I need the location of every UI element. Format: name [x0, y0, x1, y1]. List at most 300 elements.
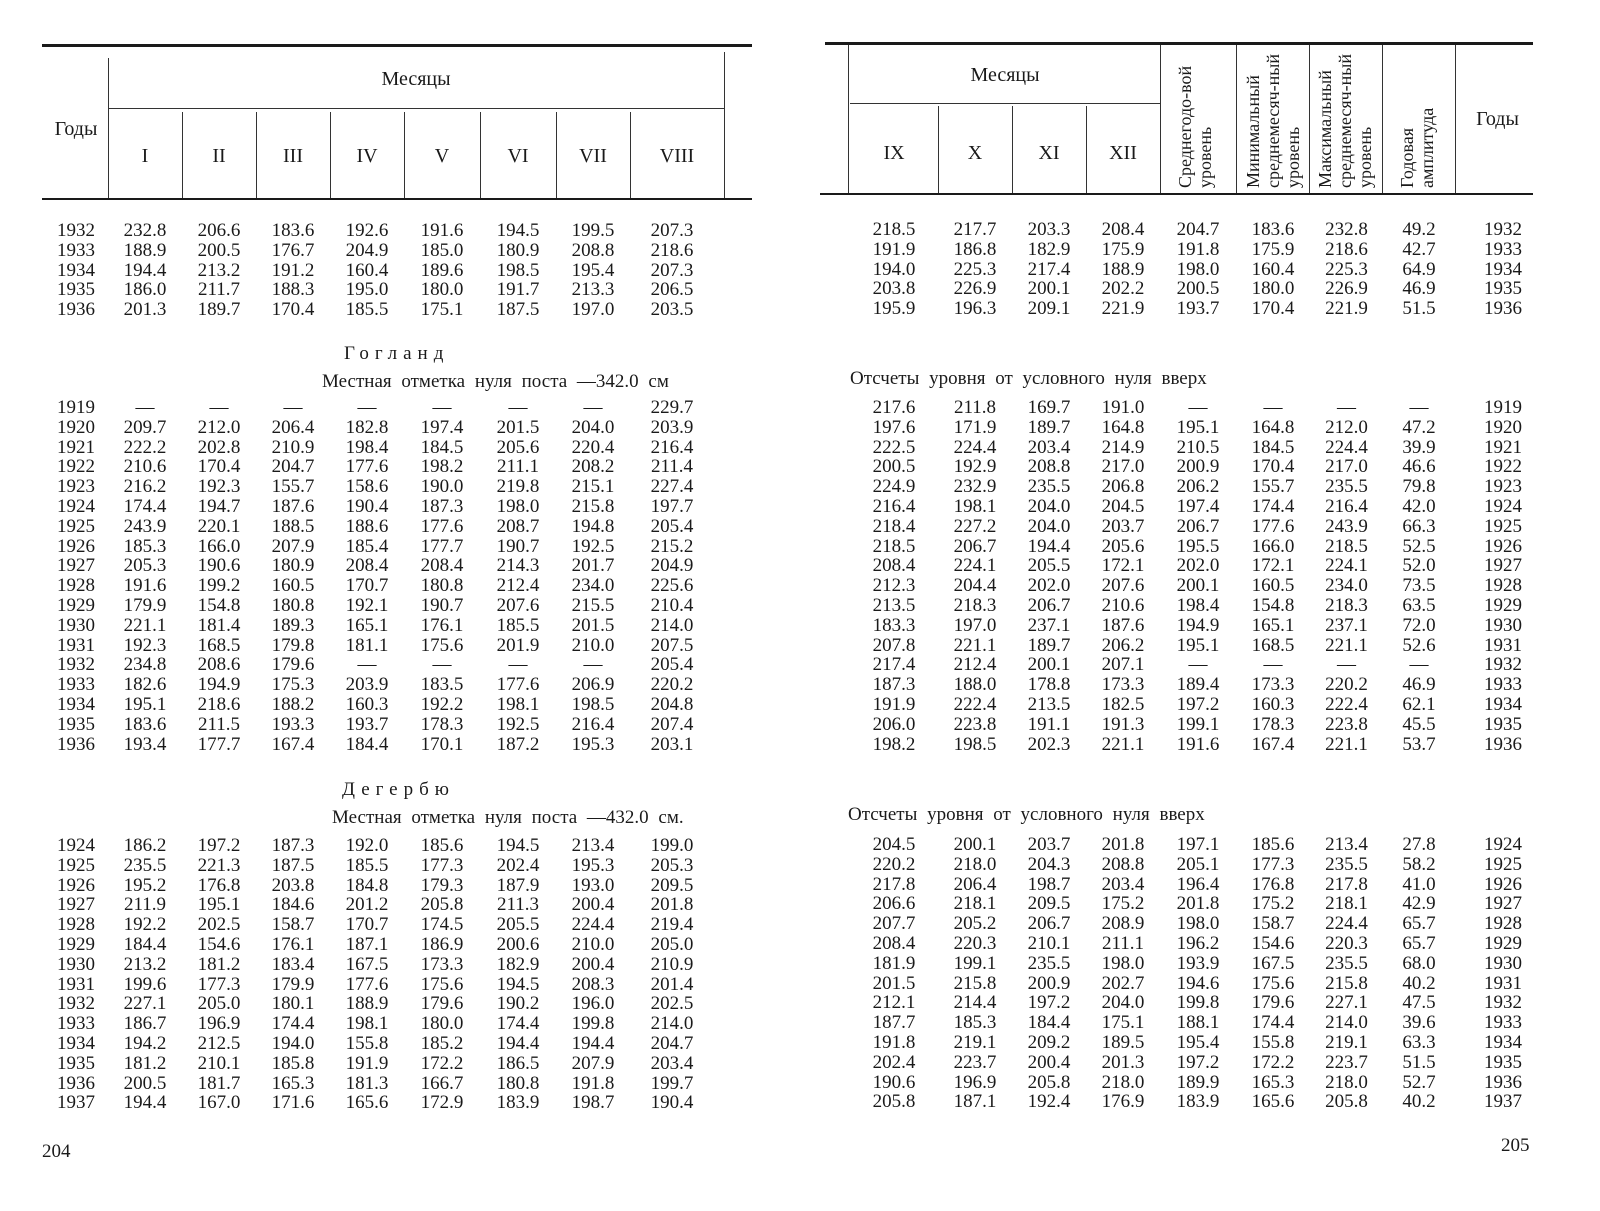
table-cell: 200.4	[571, 894, 615, 916]
table-cell: 209.2	[1027, 1031, 1071, 1053]
table-cell: 201.4	[650, 973, 694, 995]
table-cell: 192.3	[123, 634, 167, 656]
table-cell: 210.5	[1176, 436, 1220, 458]
table-cell: 200.4	[1027, 1051, 1071, 1073]
table-cell: 200.5	[197, 239, 241, 261]
table-cell: 190.0	[420, 476, 464, 498]
station-name: Дегербю	[342, 779, 455, 800]
month-header: I	[141, 145, 149, 167]
table-cell: 191.9	[345, 1052, 389, 1074]
table-cell: 181.4	[197, 614, 241, 636]
table-cell: 1919	[1484, 397, 1522, 418]
table-cell: 42.0	[1402, 495, 1436, 517]
table-cell: —	[357, 397, 377, 418]
table-cell: 215.8	[953, 972, 997, 994]
table-cell: 206.4	[271, 416, 315, 438]
table-cell: 214.0	[650, 1013, 694, 1035]
table-row	[44, 895, 714, 915]
table-cell: 1935	[1484, 278, 1522, 300]
table-cell: 205.6	[1101, 535, 1145, 557]
table-cell: 1921	[1484, 436, 1522, 458]
table-cell: 227.1	[1325, 992, 1368, 1014]
table-cell: 199.6	[123, 973, 167, 995]
block-2-note: Отсчеты уровня от условного нуля вверх	[850, 368, 1207, 389]
table-cell: 205.2	[953, 913, 997, 935]
table-cell: 185.6	[1251, 834, 1295, 855]
table-cell: 215.8	[1325, 972, 1368, 994]
table-cell: 168.5	[1251, 634, 1295, 656]
table-cell: 227.1	[123, 993, 167, 1015]
table-cell: 202.0	[1176, 555, 1220, 577]
table-cell: 189.4	[1176, 674, 1220, 696]
table-cell: 190.6	[197, 555, 241, 577]
table-cell: 214.3	[496, 555, 540, 577]
table-cell: 222.5	[872, 436, 916, 458]
table-cell: 192.1	[345, 594, 389, 616]
table-cell: 154.8	[1251, 594, 1295, 616]
table-cell: 201.7	[571, 555, 615, 577]
month-header: X	[967, 142, 983, 164]
table-cell: 1924	[1484, 495, 1522, 517]
table-cell: 186.0	[123, 279, 167, 301]
table-cell: 1926	[57, 874, 95, 896]
table-cell: 191.6	[420, 220, 464, 241]
table-cell: 192.4	[1027, 1091, 1071, 1113]
table-cell: 196.2	[1176, 932, 1220, 954]
table-cell: 195.1	[1176, 634, 1220, 656]
table-cell: 205.0	[197, 993, 241, 1015]
table-cell: 198.0	[496, 495, 540, 517]
table-row	[850, 576, 1551, 596]
table-cell: 235.5	[123, 854, 167, 876]
table-cell: 234.8	[123, 654, 167, 676]
table-cell: 204.3	[1027, 853, 1071, 875]
table-cell: 210.0	[571, 634, 615, 656]
table-cell: 217.7	[953, 219, 997, 240]
table-cell: 194.9	[1176, 614, 1220, 636]
table-row	[44, 1014, 714, 1034]
table-cell: 68.0	[1402, 952, 1436, 974]
table-cell: 195.4	[571, 259, 615, 281]
table-row	[44, 695, 714, 715]
table-cell: 200.1	[1027, 278, 1071, 300]
table-cell: 175.6	[1251, 972, 1295, 994]
table-cell: 200.5	[1176, 278, 1220, 300]
table-cell: 180.1	[271, 993, 315, 1015]
table-cell: 192.3	[197, 476, 241, 498]
table-cell: 208.8	[571, 239, 615, 261]
table-cell: 201.8	[650, 894, 694, 916]
table-cell: 218.3	[953, 594, 997, 616]
table-cell: 1935	[57, 1052, 95, 1074]
table-cell: 212.0	[1325, 416, 1368, 438]
right-page	[815, 0, 1600, 1211]
table-cell: 199.0	[650, 835, 694, 856]
table-cell: 194.4	[123, 259, 167, 281]
table-cell: 199.7	[650, 1072, 694, 1094]
table-cell: 189.6	[420, 259, 464, 281]
table-cell: 177.7	[197, 733, 241, 755]
table-cell: 176.7	[271, 239, 315, 261]
table-cell: 190.4	[650, 1092, 694, 1114]
table-cell: 205.0	[650, 933, 694, 955]
table-cell: 205.1	[1176, 853, 1220, 875]
table-cell: 201.5	[496, 416, 540, 438]
table-cell: 190.7	[420, 594, 464, 616]
table-cell: 180.8	[271, 594, 315, 616]
table-cell: 224.1	[1325, 555, 1368, 577]
table-block-3	[44, 836, 714, 1113]
table-cell: 213.4	[571, 835, 615, 856]
table-cell: 1921	[57, 436, 95, 458]
table-cell: 194.4	[496, 1032, 540, 1054]
table-cell: 213.2	[123, 953, 167, 975]
table-cell: 173.3	[1101, 674, 1145, 696]
table-cell: 210.6	[1101, 594, 1145, 616]
table-cell: 204.5	[872, 834, 916, 855]
table-cell: 155.8	[345, 1032, 389, 1054]
table-cell: 183.5	[420, 674, 464, 696]
col-divider-years	[1455, 45, 1456, 193]
table-row	[44, 935, 714, 955]
table-cell: 195.1	[197, 894, 241, 916]
table-cell: —	[1409, 397, 1429, 418]
table-cell: 1924	[57, 495, 95, 517]
month-divider	[1086, 106, 1087, 193]
table-cell: 166.7	[420, 1072, 464, 1094]
table-cell: 214.0	[650, 614, 694, 636]
table-cell: 202.3	[1027, 733, 1071, 755]
table-row	[850, 715, 1551, 735]
table-row	[850, 1092, 1551, 1112]
table-cell: 199.2	[197, 575, 241, 597]
table-cell: 173.3	[420, 953, 464, 975]
table-cell: 205.4	[650, 654, 694, 676]
table-cell: 185.0	[420, 239, 464, 261]
table-cell: 171.9	[953, 416, 997, 438]
table-cell: 193.3	[271, 713, 315, 735]
table-cell: 203.5	[650, 299, 694, 321]
table-cell: 197.6	[872, 416, 916, 438]
table-cell: 183.6	[1251, 219, 1295, 240]
table-cell: 1935	[1484, 1051, 1522, 1073]
table-cell: 199.1	[953, 952, 997, 974]
table-cell: 65.7	[1402, 913, 1436, 935]
min-monthly-header: Минимальный среднемесяч-ный уровень	[1243, 53, 1303, 188]
table-cell: 1924	[1484, 834, 1522, 855]
table-cell: 180.8	[420, 575, 464, 597]
table-cell: 190.4	[345, 495, 389, 517]
table-cell: 158.7	[271, 914, 315, 936]
table-row	[44, 1093, 714, 1113]
table-cell: 185.5	[496, 614, 540, 636]
month-header: IV	[356, 145, 378, 167]
table-cell: 188.1	[1176, 1012, 1220, 1034]
table-cell: 194.0	[271, 1032, 315, 1054]
table-cell: 177.3	[197, 973, 241, 995]
table-cell: 64.9	[1402, 258, 1436, 280]
table-cell: 1928	[57, 575, 95, 597]
table-cell: 209.5	[650, 874, 694, 896]
table-cell: 237.1	[1325, 614, 1368, 636]
table-cell: 188.3	[271, 279, 315, 301]
table-cell: 208.4	[420, 555, 464, 577]
table-cell: 221.3	[197, 854, 241, 876]
table-cell: 52.7	[1402, 1071, 1436, 1093]
table-cell: 1920	[57, 416, 95, 438]
table-cell: 154.6	[1251, 932, 1295, 954]
table-cell: 1933	[57, 674, 95, 696]
station-note-gogland: Местная отметка нуля поста —342.0 см	[322, 371, 669, 392]
table-cell: 1931	[1484, 972, 1522, 994]
table-cell: 197.2	[197, 835, 241, 856]
table-cell: 220.2	[1325, 674, 1368, 696]
table-cell: 187.6	[271, 495, 315, 517]
table-cell: 190.7	[496, 535, 540, 557]
table-row	[850, 974, 1551, 994]
table-cell: 211.9	[123, 894, 167, 916]
table-cell: 66.3	[1402, 515, 1436, 537]
table-row	[850, 556, 1551, 576]
table-cell: 203.7	[1101, 515, 1145, 537]
table-cell: 178.3	[1251, 713, 1295, 735]
table-cell: 206.7	[1027, 913, 1071, 935]
table-cell: 204.8	[650, 693, 694, 715]
table-cell: 1926	[1484, 535, 1522, 557]
table-cell: 222.4	[1325, 693, 1368, 715]
table-cell: 221.9	[1325, 298, 1368, 320]
months-header: Месяцы	[970, 64, 1040, 86]
table-cell: 218.5	[1325, 535, 1368, 557]
month-divider	[330, 112, 331, 198]
table-cell: 218.6	[650, 239, 694, 261]
table-cell: 212.4	[496, 575, 540, 597]
table-cell: 202.2	[1101, 278, 1145, 300]
table-cell: 207.9	[271, 535, 315, 557]
table-cell: 235.5	[1325, 476, 1368, 498]
table-cell: 184.8	[345, 874, 389, 896]
table-cell: 155.7	[1251, 476, 1295, 498]
table-cell: 1931	[57, 634, 95, 656]
table-block-1	[850, 220, 1551, 319]
table-cell: 211.8	[953, 397, 997, 418]
table-cell: 187.5	[496, 299, 540, 321]
years-header: Годы	[1476, 108, 1519, 130]
table-cell: 203.9	[345, 674, 389, 696]
table-cell: 205.8	[420, 894, 464, 916]
table-cell: 195.3	[571, 733, 615, 755]
table-cell: 187.3	[271, 835, 315, 856]
table-cell: 201.8	[1176, 893, 1220, 915]
table-cell: 210.4	[650, 594, 694, 616]
table-cell: 46.9	[1402, 674, 1436, 696]
table-cell: 200.5	[872, 456, 916, 478]
table-cell: 216.2	[123, 476, 167, 498]
table-cell: 198.1	[496, 693, 540, 715]
table-cell: 172.1	[1101, 555, 1145, 577]
table-row	[44, 300, 714, 320]
table-cell: 216.4	[872, 495, 916, 517]
table-cell: 1927	[57, 894, 95, 916]
table-cell: 205.4	[650, 515, 694, 537]
table-cell: 181.2	[123, 1052, 167, 1074]
table-row	[44, 735, 714, 755]
table-cell: 200.1	[953, 834, 997, 855]
block-3-note: Отсчеты уровня от условного нуля вверх	[848, 804, 1205, 825]
table-cell: 1928	[57, 914, 95, 936]
table-cell: 179.8	[271, 634, 315, 656]
table-cell: 188.9	[1101, 258, 1145, 280]
table-cell: 198.7	[1027, 873, 1071, 895]
table-cell: 214.0	[1325, 1012, 1368, 1034]
col-divider-amp	[1382, 45, 1383, 193]
table-cell: 165.6	[345, 1092, 389, 1114]
month-header: III	[283, 145, 303, 167]
table-cell: 237.1	[1027, 614, 1071, 636]
col-divider-min	[1236, 45, 1237, 193]
table-cell: 191.8	[571, 1072, 615, 1094]
table-row	[850, 1013, 1551, 1033]
table-cell: 204.9	[345, 239, 389, 261]
month-divider	[938, 106, 939, 193]
table-cell: 198.0	[1101, 952, 1145, 974]
table-cell: 1923	[1484, 476, 1522, 498]
table-cell: 1933	[57, 1013, 95, 1035]
table-cell: 213.3	[571, 279, 615, 301]
table-cell: 175.9	[1101, 238, 1145, 260]
table-cell: 194.7	[197, 495, 241, 517]
table-cell: 195.1	[123, 693, 167, 715]
table-cell: 218.1	[953, 893, 997, 915]
table-cell: 40.2	[1402, 972, 1436, 994]
table-cell: 182.6	[123, 674, 167, 696]
table-cell: 1937	[1484, 1091, 1522, 1113]
table-cell: 218.6	[1325, 238, 1368, 260]
table-cell: 205.3	[650, 854, 694, 876]
table-cell: 207.3	[650, 259, 694, 281]
table-cell: 224.4	[1325, 913, 1368, 935]
table-row	[850, 418, 1551, 438]
table-cell: 174.4	[496, 1013, 540, 1035]
table-cell: 174.5	[420, 914, 464, 936]
table-cell: 182.9	[1027, 238, 1071, 260]
mean-level-header: Среднегодо-вой уровень	[1175, 65, 1215, 188]
page-number: 204	[42, 1141, 71, 1162]
table-cell: 185.5	[345, 299, 389, 321]
table-cell: 217.0	[1325, 456, 1368, 478]
table-cell: 226.9	[953, 278, 997, 300]
page-number: 205	[1501, 1135, 1530, 1156]
table-cell: 154.6	[197, 933, 241, 955]
table-cell: 1933	[1484, 674, 1522, 696]
table-cell: 1922	[57, 456, 95, 478]
table-cell: 39.9	[1402, 436, 1436, 458]
table-cell: 196.9	[953, 1071, 997, 1093]
table-cell: 183.3	[872, 614, 916, 636]
table-cell: 215.8	[571, 495, 615, 517]
table-cell: 46.6	[1402, 456, 1436, 478]
table-cell: 188.0	[953, 674, 997, 696]
table-cell: 198.0	[1176, 913, 1220, 935]
table-cell: 201.3	[1101, 1051, 1145, 1073]
table-cell: 170.4	[197, 456, 241, 478]
table-cell: 204.0	[1027, 515, 1071, 537]
table-cell: 164.8	[1251, 416, 1295, 438]
col-divider-max	[1309, 45, 1310, 193]
table-cell: 1934	[57, 693, 95, 715]
table-cell: 208.8	[1101, 853, 1145, 875]
table-cell: 217.8	[1325, 873, 1368, 895]
table-cell: 243.9	[123, 515, 167, 537]
table-cell: 212.4	[953, 654, 997, 676]
table-cell: 219.8	[496, 476, 540, 498]
table-row	[44, 675, 714, 695]
table-cell: —	[1263, 654, 1283, 676]
table-cell: 184.4	[1027, 1012, 1071, 1034]
table-cell: 184.5	[420, 436, 464, 458]
table-cell: 203.7	[1027, 834, 1071, 855]
table-cell: 175.6	[420, 973, 464, 995]
table-cell: 65.7	[1402, 932, 1436, 954]
table-cell: 194.0	[872, 258, 916, 280]
table-cell: 51.5	[1402, 298, 1436, 320]
table-cell: 206.2	[1176, 476, 1220, 498]
table-cell: —	[283, 397, 303, 418]
table-cell: 212.3	[872, 575, 916, 597]
table-cell: —	[1337, 397, 1356, 418]
max-monthly-header: Максимальный среднемесяч-ный уровень	[1315, 53, 1375, 188]
table-cell: 1926	[1484, 873, 1522, 895]
table-cell: 195.3	[571, 854, 615, 876]
table-cell: 158.6	[345, 476, 389, 498]
table-cell: 198.1	[953, 495, 997, 517]
table-cell: 188.6	[345, 515, 389, 537]
table-cell: 27.8	[1402, 834, 1436, 855]
table-cell: 1927	[1484, 555, 1522, 577]
table-cell: 1936	[57, 299, 95, 321]
table-cell: 198.5	[571, 693, 615, 715]
table-cell: 197.2	[1176, 1051, 1220, 1073]
table-row	[850, 616, 1551, 636]
table-cell: 1930	[1484, 952, 1522, 974]
table-cell: 190.6	[872, 1071, 916, 1093]
table-block-2	[850, 398, 1551, 754]
table-cell: 192.2	[123, 914, 167, 936]
table-cell: 205.8	[1325, 1091, 1368, 1113]
table-cell: 175.6	[420, 634, 464, 656]
table-cell: 165.1	[345, 614, 389, 636]
table-cell: 205.8	[1027, 1071, 1071, 1093]
table-row	[850, 993, 1551, 1013]
table-cell: 190.2	[496, 993, 540, 1015]
left-page	[0, 0, 790, 1211]
table-cell: 183.6	[123, 713, 167, 735]
table-cell: 208.6	[197, 654, 241, 676]
table-row	[44, 1034, 714, 1054]
table-cell: 1929	[1484, 932, 1522, 954]
table-cell: 225.3	[953, 258, 997, 280]
table-cell: 1930	[57, 953, 95, 975]
table-cell: 175.1	[1101, 1012, 1145, 1034]
table-cell: 195.4	[1176, 1031, 1220, 1053]
table-cell: 218.0	[953, 853, 997, 875]
table-cell: 62.1	[1402, 693, 1436, 715]
table-cell: 194.6	[1176, 972, 1220, 994]
table-cell: 194.8	[571, 515, 615, 537]
table-cell: 232.9	[953, 476, 997, 498]
table-cell: 155.8	[1251, 1031, 1295, 1053]
table-cell: 195.2	[123, 874, 167, 896]
